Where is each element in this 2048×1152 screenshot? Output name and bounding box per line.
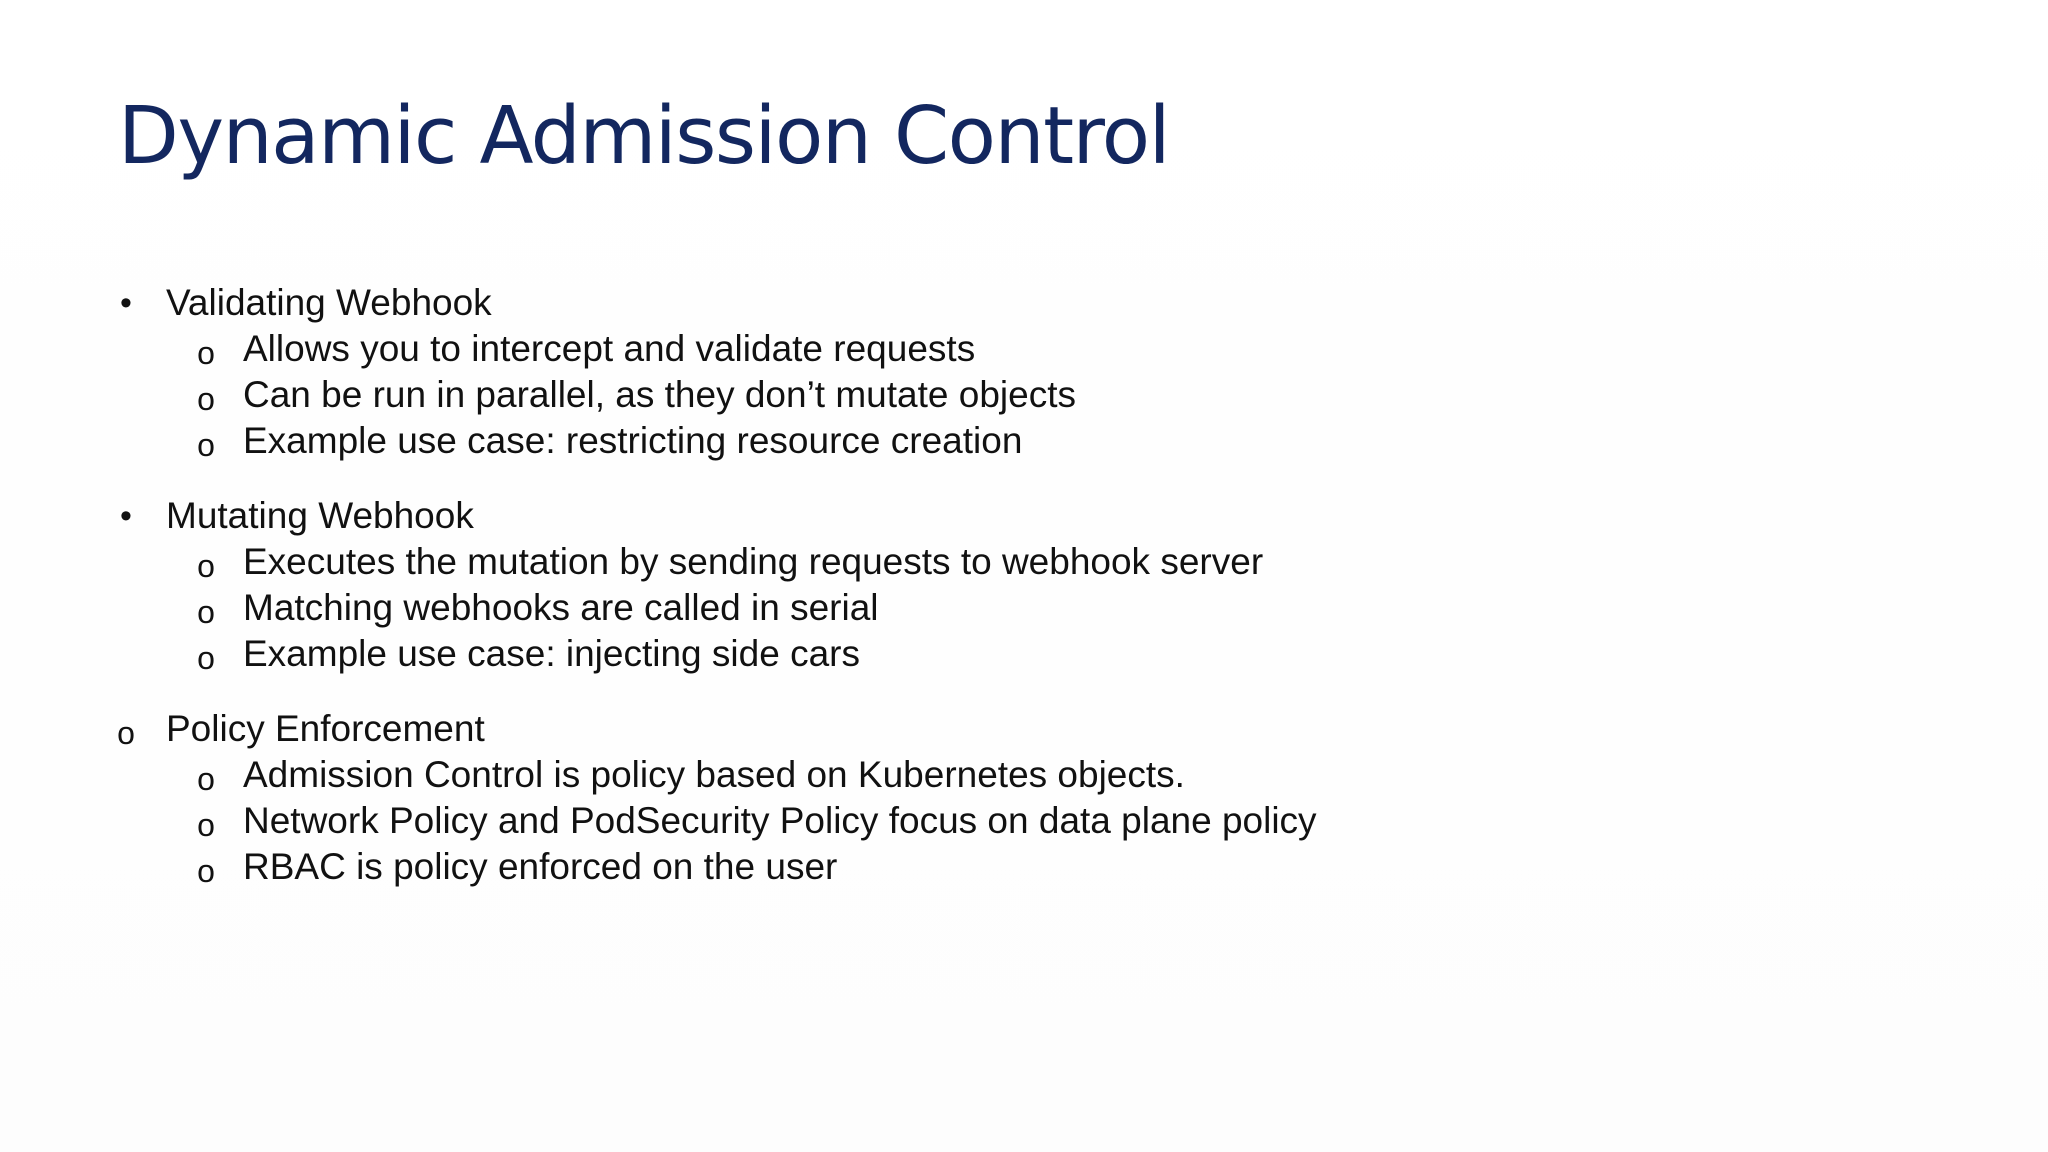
bullet-item: [0, 280, 1600, 326]
hollow-circle-icon: o: [197, 853, 215, 889]
section-heading: Mutating Webhook: [166, 495, 474, 536]
section-heading: Policy Enforcement: [166, 708, 485, 749]
bullet-dot-icon: •: [120, 497, 132, 535]
slide-title: Dynamic Admission Control: [118, 90, 1170, 182]
section-policy-enforcement: [0, 706, 1600, 890]
bullet-item: [0, 493, 1600, 539]
hollow-circle-icon: o: [197, 335, 215, 371]
sub-bullet-item: [0, 631, 1600, 677]
sub-bullet-item: [0, 752, 1600, 798]
hollow-circle-icon: o: [197, 640, 215, 676]
sub-bullet-item: [0, 372, 1600, 418]
sub-bullet-text: Executes the mutation by sending requests to webhook server: [243, 541, 1264, 582]
section-mutating-webhook: [0, 493, 1600, 677]
section-validating-webhook: [0, 280, 1600, 464]
sub-bullet-text: Allows you to intercept and validate requests: [243, 328, 976, 369]
sub-bullet-text: Can be run in parallel, as they don’t mutate objects: [243, 374, 1076, 415]
hollow-circle-icon: o: [117, 715, 135, 751]
sub-bullet-item: [0, 539, 1600, 585]
hollow-circle-icon: o: [197, 807, 215, 843]
hollow-circle-icon: o: [197, 381, 215, 417]
hollow-circle-icon: o: [197, 594, 215, 630]
section-heading: Validating Webhook: [166, 282, 492, 323]
sub-bullet-text: RBAC is policy enforced on the user: [243, 846, 838, 887]
sub-bullet-item: [0, 418, 1600, 464]
hollow-circle-icon: o: [197, 761, 215, 797]
bullet-dot-icon: •: [120, 284, 132, 322]
hollow-circle-icon: o: [197, 427, 215, 463]
sub-bullet-text: Admission Control is policy based on Kubernetes objects.: [243, 754, 1185, 795]
sub-bullet-item: [0, 585, 1600, 631]
sub-bullet-text: Matching webhooks are called in serial: [243, 587, 879, 628]
sub-bullet-text: Network Policy and PodSecurity Policy focus on data plane policy: [243, 800, 1317, 841]
bullet-item: [0, 706, 1600, 752]
slide-body: [0, 280, 1600, 919]
sub-bullet-item: [0, 798, 1600, 844]
hollow-circle-icon: o: [197, 548, 215, 584]
sub-bullet-item: [0, 844, 1600, 890]
sub-bullet-item: [0, 326, 1600, 372]
sub-bullet-text: Example use case: restricting resource creation: [243, 420, 1023, 461]
sub-bullet-text: Example use case: injecting side cars: [243, 633, 860, 674]
